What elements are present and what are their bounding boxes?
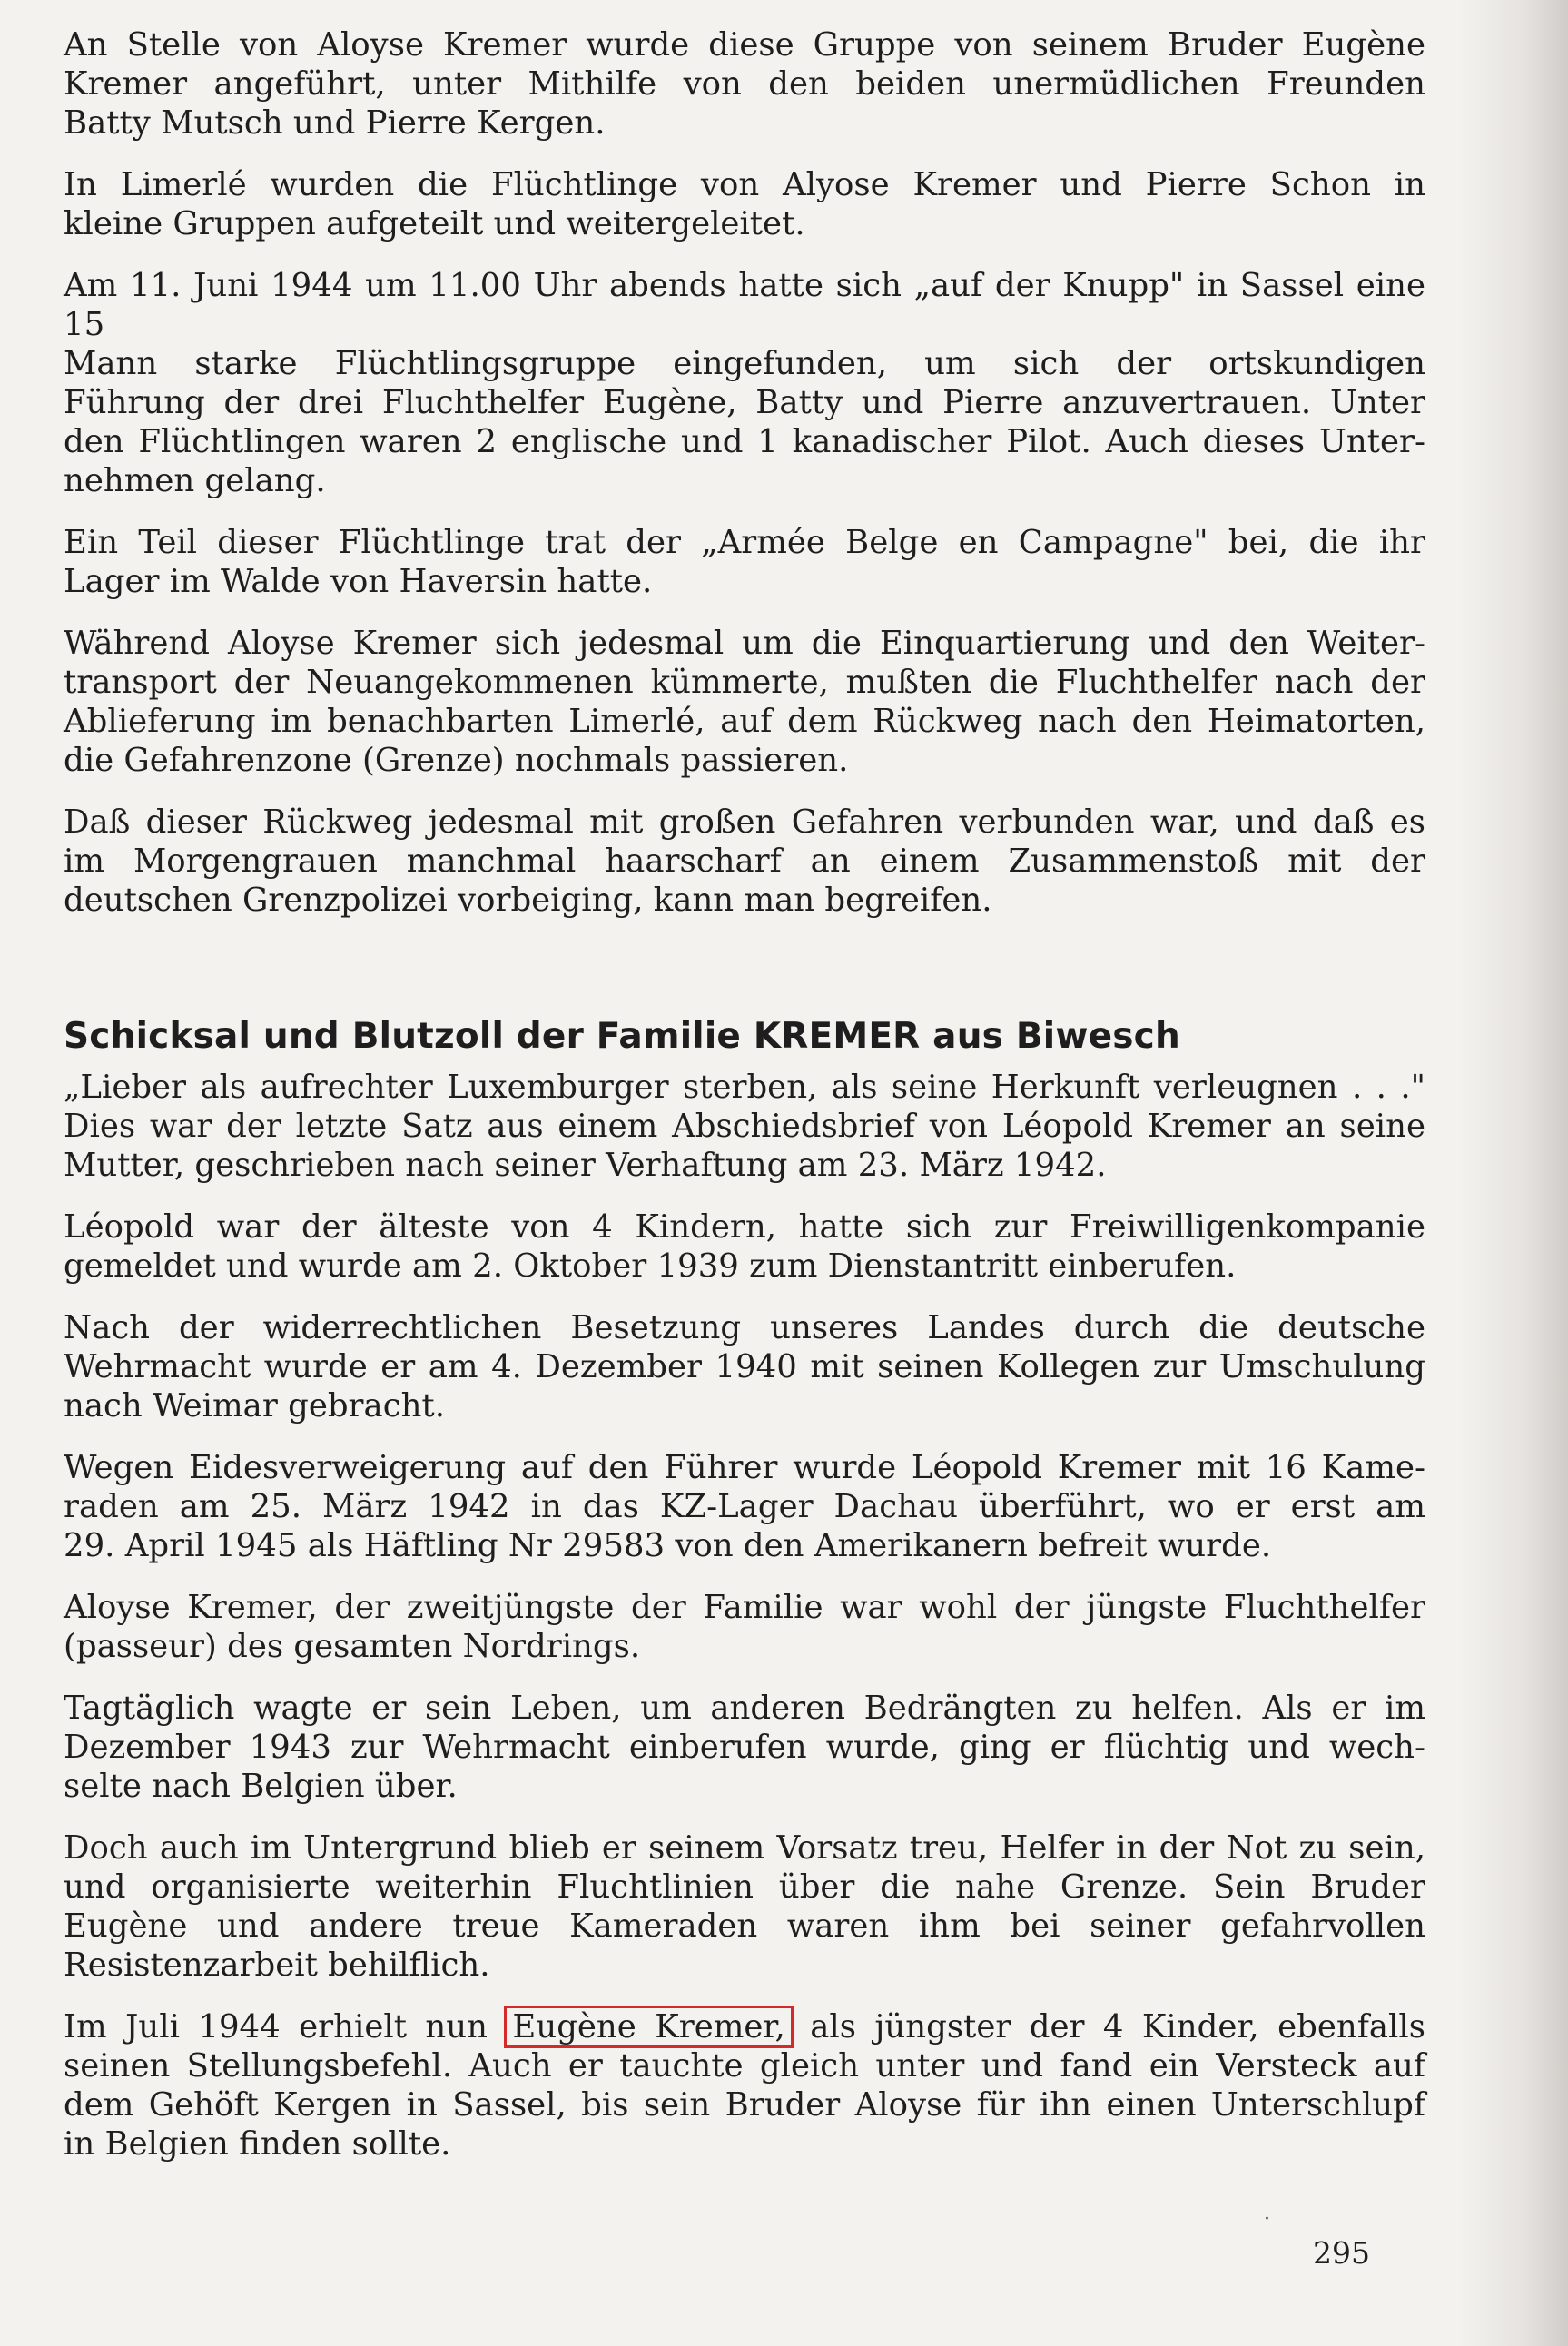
text-line: Nach der widerrechtlichen Besetzung unseres Landes durch die deutsche <box>64 1309 1425 1346</box>
text-line: (passeur) des gesamten Nordrings. <box>64 1628 641 1665</box>
text-line: 29. April 1945 als Häftling Nr 29583 von den Amerikanern befreit wurde. <box>64 1527 1272 1564</box>
paragraph <box>64 624 1425 780</box>
text-line: Tagtäglich wagte er sein Leben, um anderen Bedrängten zu helfen. Als er im <box>64 1690 1425 1727</box>
text-line: Dezember 1943 zur Wehrmacht einberufen wurde, ging er flüchtig und wech- <box>64 1729 1425 1766</box>
text-line: Resistenzarbeit behilflich. <box>64 1947 490 1984</box>
text-line: im Morgengrauen manchmal haarscharf an einem Zusammenstoß mit der <box>64 843 1425 880</box>
paragraph <box>64 1689 1425 1806</box>
text-line: raden am 25. März 1942 in das KZ-Lager Dachau überführt, wo er erst am <box>64 1488 1425 1525</box>
text-line: Wegen Eidesverweigerung auf den Führer wurde Léopold Kremer mit 16 Kame- <box>64 1449 1425 1486</box>
paragraph <box>64 1588 1425 1666</box>
paragraph <box>64 2007 1425 2164</box>
paragraph <box>64 1828 1425 1985</box>
text-line: Batty Mutsch und Pierre Kergen. <box>64 104 606 142</box>
text-line: Dies war der letzte Satz aus einem Abschiedsbrief von Léopold Kremer an seine <box>64 1108 1425 1145</box>
text-line: transport der Neuangekommenen kümmerte, mußten die Fluchthelfer nach der <box>64 664 1425 701</box>
text-line <box>64 2007 1425 2046</box>
text-line: Wehrmacht wurde er am 4. Dezember 1940 mit seinen Kollegen zur Umschulung <box>64 1348 1425 1385</box>
paragraph <box>64 523 1425 601</box>
paragraph <box>64 1308 1425 1425</box>
paragraph <box>64 1208 1425 1286</box>
text-line: Führung der drei Fluchthelfer Eugène, Batty und Pierre anzuvertrauen. Unter <box>64 384 1425 421</box>
text-line: deutschen Grenzpolizei vorbeiging, kann man begreifen. <box>64 882 992 919</box>
text-line: dem Gehöft Kergen in Sassel, bis sein Bruder Aloyse für ihn einen Unterschlupf <box>64 2086 1425 2124</box>
text-line: Mann starke Flüchtlingsgruppe eingefunden, um sich der ortskundigen <box>64 345 1425 382</box>
scan-speck-mark: · <box>1264 2208 1270 2231</box>
text-line: Léopold war der älteste von 4 Kindern, hatte sich zur Freiwilligenkompanie <box>64 1208 1425 1246</box>
text-line: Doch auch im Untergrund blieb er seinem Vorsatz treu, Helfer in der Not zu sein, <box>64 1829 1425 1867</box>
text-line: Ein Teil dieser Flüchtlinge trat der „Armée Belge en Campagne" bei, die ihr <box>64 524 1425 561</box>
paragraph <box>64 266 1425 500</box>
text-line: und organisierte weiterhin Fluchtlinien über die nahe Grenze. Sein Bruder <box>64 1868 1425 1906</box>
page-edge-shadow <box>1459 0 1568 2346</box>
text-fragment: als jüngster der 4 Kinder, ebenfalls <box>791 2008 1425 2045</box>
text-line: Daß dieser Rückweg jedesmal mit großen Gefahren verbunden war, und daß es <box>64 803 1425 841</box>
section-gap <box>64 942 1425 1015</box>
text-line: Ablieferung im benachbarten Limerlé, auf dem Rückweg nach den Heimatorten, <box>64 703 1425 740</box>
text-line: kleine Gruppen aufgeteilt und weitergeleitet. <box>64 205 805 242</box>
paragraph <box>64 165 1425 243</box>
highlighted-name: Eugène Kremer, <box>504 2006 793 2048</box>
paragraph <box>64 25 1425 143</box>
text-line: Am 11. Juni 1944 um 11.00 Uhr abends hatte sich „auf der Knupp" in Sassel eine 15 <box>64 267 1425 343</box>
text-line: gemeldet und wurde am 2. Oktober 1939 zum Dienstantritt einberufen. <box>64 1247 1237 1285</box>
text-line: „Lieber als aufrechter Luxemburger sterben, als seine Herkunft verleugnen . . ." <box>64 1069 1425 1106</box>
text-line: Eugène und andere treue Kameraden waren ihm bei seiner gefahrvollen <box>64 1907 1425 1945</box>
text-line: seinen Stellungsbefehl. Auch er tauchte gleich unter und fand ein Versteck auf <box>64 2047 1425 2085</box>
paragraph <box>64 1068 1425 1185</box>
text-line: Kremer angeführt, unter Mithilfe von den beiden unermüdlichen Freunden <box>64 65 1425 103</box>
paragraph <box>64 803 1425 920</box>
page-number: 295 <box>1313 2235 1370 2271</box>
document-body <box>64 25 1425 2186</box>
text-line: nach Weimar gebracht. <box>64 1387 445 1424</box>
text-line: nehmen gelang. <box>64 462 326 499</box>
text-line: den Flüchtlingen waren 2 englische und 1 kanadischer Pilot. Auch dieses Unter- <box>64 423 1425 460</box>
text-line: Mutter, geschrieben nach seiner Verhaftung am 23. März 1942. <box>64 1147 1107 1184</box>
text-line: in Belgien finden sollte. <box>64 2125 451 2163</box>
text-fragment: Im Juli 1944 erhielt nun <box>64 2008 507 2045</box>
text-line: Lager im Walde von Haversin hatte. <box>64 563 653 600</box>
section-heading: Schicksal und Blutzoll der Familie KREMER aus Biwesch <box>64 1016 1180 1057</box>
text-line: Aloyse Kremer, der zweitjüngste der Familie war wohl der jüngste Fluchthelfer <box>64 1589 1425 1626</box>
text-line: An Stelle von Aloyse Kremer wurde diese Gruppe von seinem Bruder Eugène <box>64 26 1425 64</box>
text-line: die Gefahrenzone (Grenze) nochmals passieren. <box>64 742 849 779</box>
text-line: In Limerlé wurden die Flüchtlinge von Alyose Kremer und Pierre Schon in <box>64 166 1425 203</box>
paragraph <box>64 1448 1425 1565</box>
text-line: selte nach Belgien über. <box>64 1768 458 1805</box>
text-line: Während Aloyse Kremer sich jedesmal um die Einquartierung und den Weiter- <box>64 625 1425 662</box>
